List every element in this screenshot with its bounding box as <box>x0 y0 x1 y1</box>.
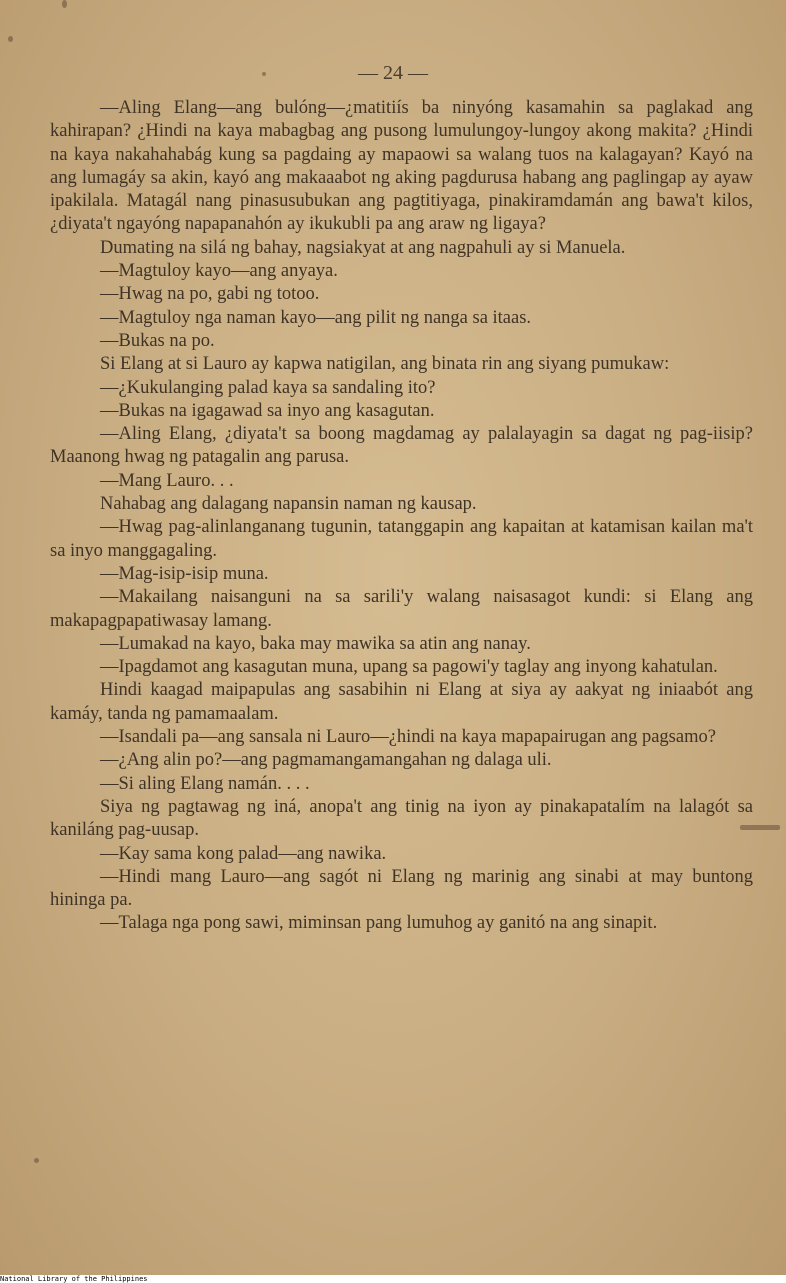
paragraph: —¿Ang alin po?—ang pagmamangamangahan ng dalaga uli. <box>100 750 552 771</box>
paragraph: —Mag-isip-isip muna. <box>100 563 269 584</box>
paragraph: —Lumakad na kayo, baka may mawika sa atin ang nanay. <box>100 633 531 654</box>
paragraph: —Aling Elang, ¿diyata't sa boong magdamag ay palalayagin sa dagat ng pag-iisip? Maanong hwag ng patagalin ang parusa. <box>50 424 753 468</box>
paragraph: Nahabag ang dalagang napansin naman ng kausap. <box>100 494 477 515</box>
paragraph: —Hwag pag-alinlanganang tugunin, tatanggapin ang kapaitan at katamisan kailan ma't sa inyo manggagaling. <box>50 517 753 561</box>
paragraph: —Bukas na igagawad sa inyo ang kasagutan. <box>100 400 435 421</box>
paragraph: —Hwag na po, gabi ng totoo. <box>100 284 320 305</box>
ink-spot <box>34 1158 39 1163</box>
ink-spot <box>62 0 67 8</box>
paragraph: —Si aling Elang namán. . . . <box>100 773 310 794</box>
body-text <box>50 97 753 936</box>
page-number: — 24 — <box>358 62 428 84</box>
paragraph: Si Elang at si Lauro ay kapwa natigilan, ang binata rin ang siyang pumukaw: <box>100 354 670 375</box>
paragraph: Siya ng pagtawag ng iná, anopa't ang tinig na iyon ay pinakapatalím na lalagót sa kaniláng pag-uusap. <box>50 796 753 841</box>
paragraph: Dumating na silá ng bahay, nagsiakyat at ang nagpahuli ay si Manuela. <box>100 237 626 258</box>
paragraph: —Mang Lauro. . . <box>100 470 234 491</box>
paragraph: —¿Kukulanging palad kaya sa sandaling ito? <box>100 377 436 398</box>
paragraph: —Bukas na po. <box>100 330 215 351</box>
paragraph: Hindi kaagad maipapulas ang sasabihin ni Elang at siya ay aakyat ng iniaabót ang kamáy, tanda ng pamamaalam. <box>50 680 753 724</box>
paragraph: —Ipagdamot ang kasagutan muna, upang sa pagowi'y taglay ang inyong kahatulan. <box>100 657 718 678</box>
paragraph: —Magtuloy nga naman kayo—ang pilit ng nanga sa itaas. <box>100 307 532 328</box>
paragraph: —Magtuloy kayo—ang anyaya. <box>100 261 338 282</box>
paragraph: —Kay sama kong palad—ang nawika. <box>100 843 387 864</box>
ink-spot <box>8 36 13 42</box>
paragraph: —Talaga nga pong sawi, miminsan pang lumuhog ay ganitó na ang sinapit. <box>100 913 658 934</box>
paragraph: —Makailang naisanguni na sa sarili'y walang naisasagot kundi: si Elang ang makapagpapatiwasay lamang. <box>50 587 753 631</box>
paragraph: —Aling Elang—ang bulóng—¿matitiís ba ninyóng kasamahin sa paglakad ang kahirapan? ¿Hindi na kaya mabagbag ang pusong lumulungoy-lungoy akong makita? ¿Hindi na kaya nakahahabág kung sa pagdaing ay mapaowi sa walang tuos na kalagayan? Kayó na ang lumagáy sa akin, kayó ang makaaabot ng aking pagdurusa habang ang paglingap ay ayaw ipakilala. Matagál nang pinasusubukan ang pagtitiyaga, pinakiramdamán ang bawa't kilos, ¿diyata't ngayóng napapanahón ay ikukubli pa ang araw ng ligaya? <box>50 98 753 235</box>
paragraph: —Hindi mang Lauro—ang sagót ni Elang ng marinig ang sinabi at may buntong hininga pa. <box>50 866 753 911</box>
paragraph: —Isandali pa—ang sansala ni Lauro—¿hindi na kaya mapapairugan ang pagsamo? <box>100 727 716 748</box>
library-credit: National Library of the Philippines <box>0 1275 148 1283</box>
